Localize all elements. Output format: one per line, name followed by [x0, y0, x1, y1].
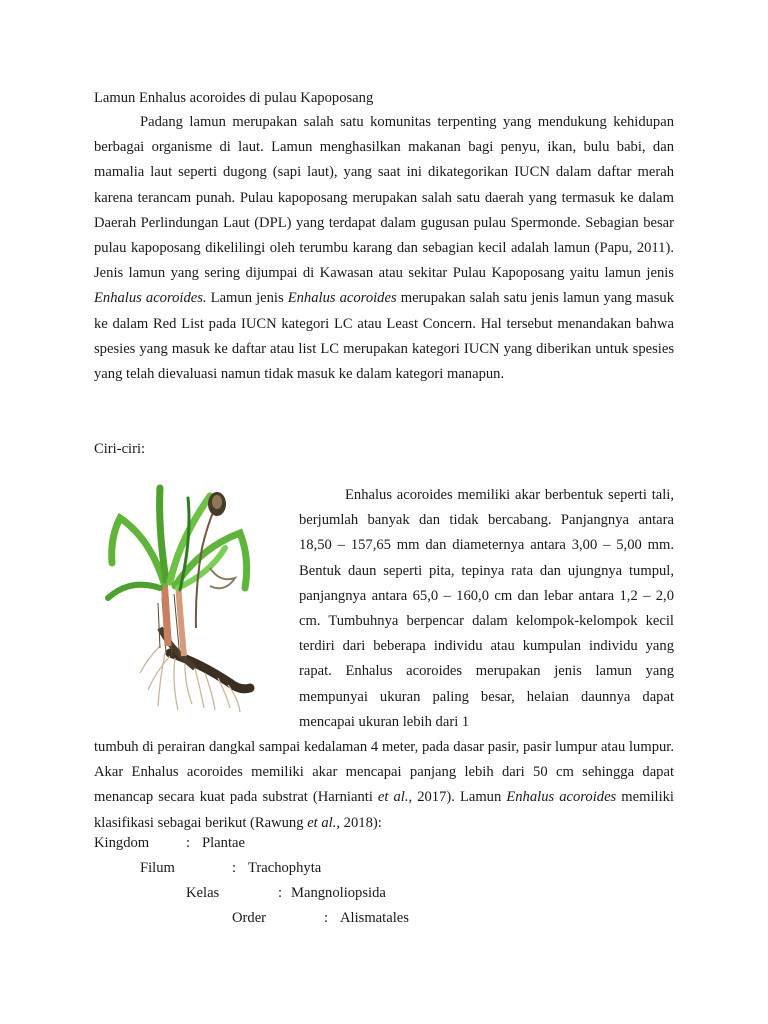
taxonomy-label: Kingdom — [94, 835, 150, 851]
enhalus-acoroides-illustration — [100, 478, 290, 714]
ciri-text-4: 2018): — [340, 814, 382, 831]
taxonomy-label: Order — [232, 910, 267, 926]
taxonomy-colon: : — [324, 910, 329, 926]
ciri-text-2: 2017). Lamun — [412, 789, 507, 806]
taxonomy-label: Kelas — [186, 885, 220, 901]
taxonomy-colon: : — [278, 885, 283, 901]
taxonomy-value: Trachophyta — [248, 860, 322, 876]
section-heading-ciri: Ciri-ciri: — [94, 441, 146, 457]
taxonomy-label: Filum — [140, 860, 175, 876]
ciri-paragraph-beside-figure: Enhalus acoroides memiliki akar berbentuk seperti tali, berjumlah banyak dan tidak bercabang. Panjangnya antara 18,50 – 157,65 mm dan diameternya antara 3,00 – 5,00 mm. Bentuk daun seperti pita, tepinya rata dan ujungnya tumpul, panjangnya antara 65,0 – 160,0 cm dan lebar antara 1,2 – 2,0 cm. Tumbuhnya berpencar dalam kelompok-kelompok kecil terdiri dari beberapa individu atau kumpulan individu yang rapat. Enhalus acoroides merupakan jenis lamun yang mempunyai ukuran paling besar, helaian daunnya dapat mencapai ukuran lebih dari 1 — [299, 487, 674, 730]
taxonomy-value: Plantae — [202, 835, 245, 851]
document-title: Lamun Enhalus acoroides di pulau Kapoposang — [94, 90, 374, 106]
species-name-italic: Enhalus acoroides — [506, 789, 617, 806]
species-name-italic: Enhalus acoroides. — [94, 290, 207, 307]
et-al-italic: et al., — [377, 789, 413, 806]
taxonomy-value: Alismatales — [340, 910, 409, 926]
et-al-italic: et al., — [307, 814, 341, 831]
intro-paragraph — [94, 110, 674, 387]
taxonomy-colon: : — [186, 835, 191, 851]
ciri-text-1: tumbuh di perairan dangkal sampai kedalaman 4 meter, pada dasar pasir, pasir lumpur atau lumpur. Akar Enhalus acoroides memiliki akar mencapai panjang lebih dari 50 cm sehingga dapat menancap secara kuat pada substrat (Harnianti — [94, 739, 674, 806]
intro-text-3: merupakan salah satu jenis lamun yang masuk ke dalam Red List pada IUCN kategori LC atau Least Concern. Hal tersebut menandakan bahwa spesies yang masuk ke daftar atau list LC merupakan kategori IUCN yang diberikan untuk spesies yang telah dievaluasi namun tidak masuk ke dalam kategori manapun. — [94, 290, 674, 383]
taxonomy-colon: : — [232, 860, 237, 876]
intro-text-2: Lamun jenis — [206, 290, 288, 307]
ciri-text-3: memiliki klasifikasi sebagai berikut (Rawung — [94, 789, 674, 831]
intro-text-1: Padang lamun merupakan salah satu komunitas terpenting yang mendukung kehidupan berbagai organisme di laut. Lamun menghasilkan makanan bagi penyu, ikan, bulu babi, dan mamalia laut seperti dugong (sapi laut), yang saat ini dikategorikan IUCN dalam daftar merah karena terancam punah. Pulau kapoposang merupakan salah satu daerah yang termasuk ke dalam Daerah Perlindungan Laut (DPL) yang terdapat dalam gugusan pulau Spermonde. Sebagian besar pulau kapoposang dikelilingi oleh terumbu karang dan sebagian kecil adalah lamun (Papu, 2011). Jenis lamun yang sering dijumpai di Kawasan atau sekitar Pulau Kapoposang yaitu lamun jenis — [94, 114, 674, 282]
ciri-paragraph-continued — [94, 735, 674, 836]
species-name-italic: Enhalus acoroides — [287, 290, 397, 307]
taxonomy-value: Mangnoliopsida — [291, 885, 386, 901]
